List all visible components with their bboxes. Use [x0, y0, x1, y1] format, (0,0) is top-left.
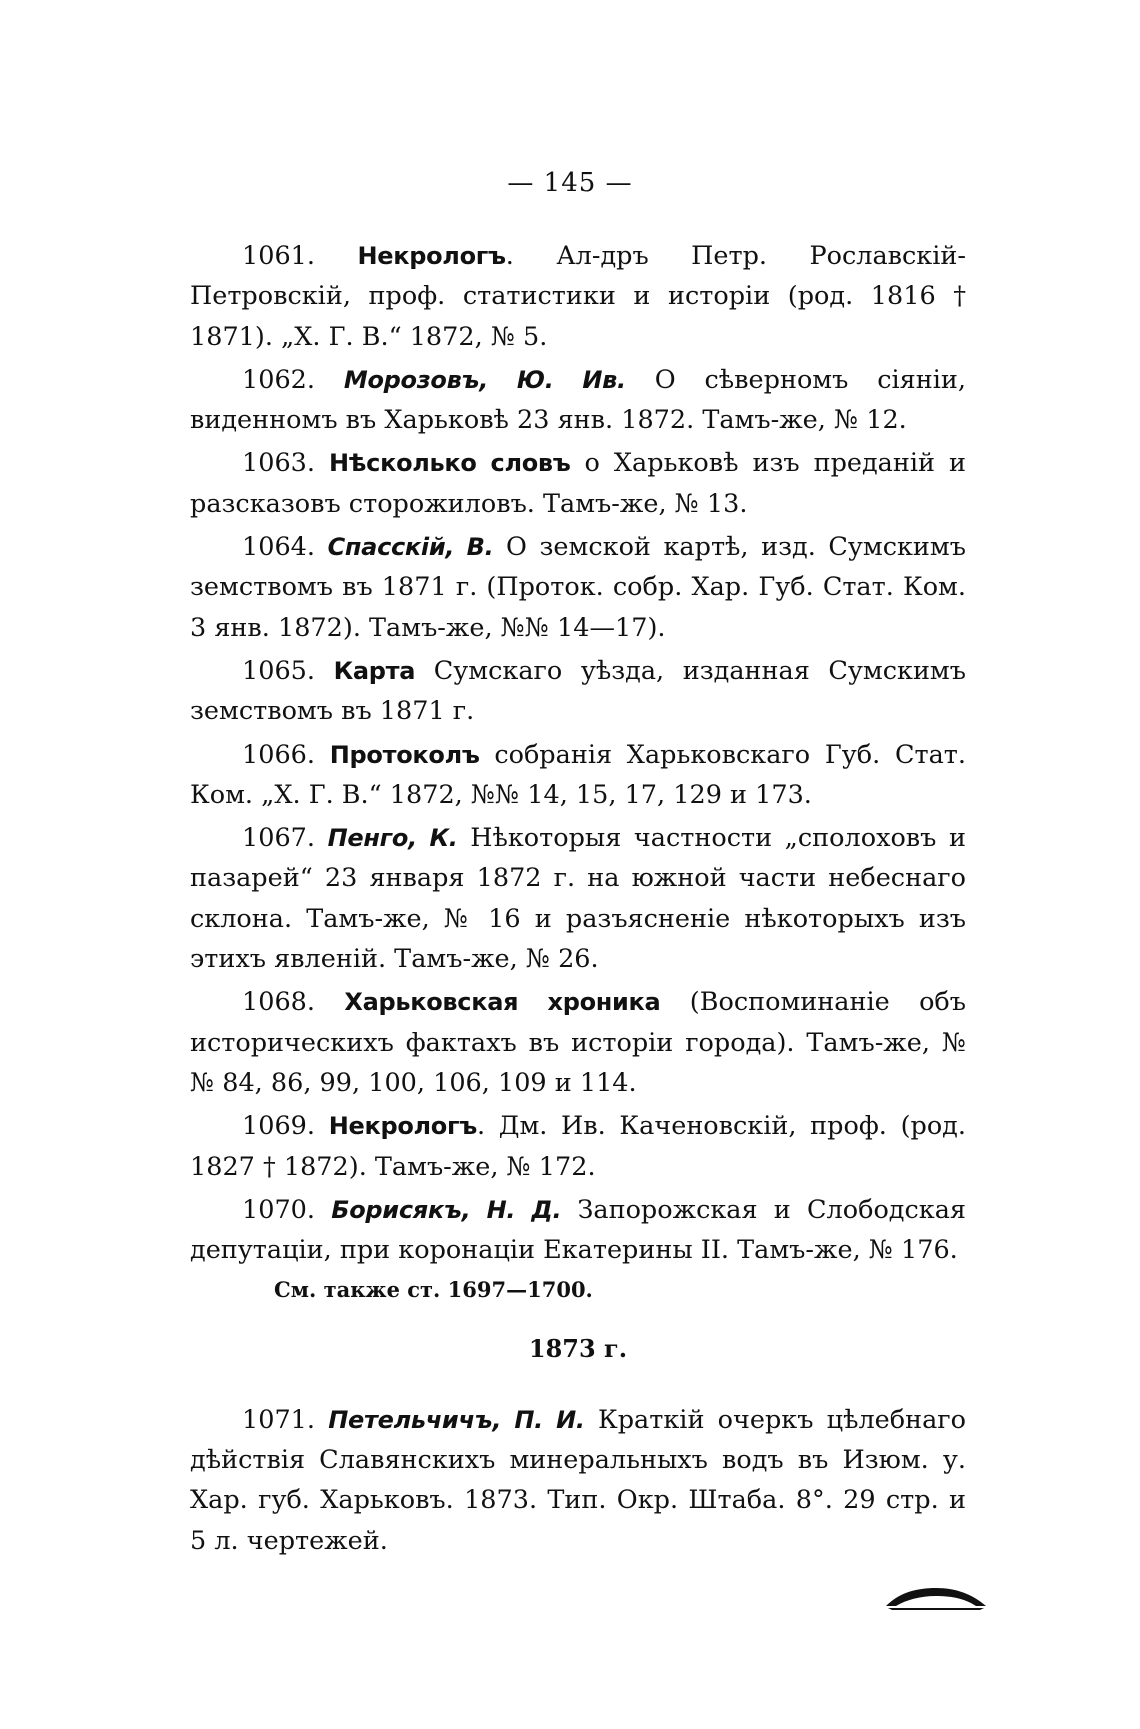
entry-text: О сѣверномъ сіяніи, виденномъ въ Харьковѣ 23 янв. 1872. Тамъ-же, № 12.	[190, 364, 967, 436]
entry-author: Морозовъ, Ю. Ив.	[343, 365, 626, 394]
bibliography-body	[190, 236, 966, 1564]
entry-1069	[190, 1106, 966, 1187]
entry-1070	[190, 1190, 966, 1271]
entry-1068	[190, 982, 966, 1103]
entry-number: 1061.	[242, 241, 316, 271]
entry-author: Петельчичъ, П. И.	[328, 1405, 585, 1434]
entry-1065	[190, 651, 966, 732]
entry-1066	[190, 735, 966, 816]
entry-number: 1069.	[242, 1111, 316, 1142]
entry-number: 1065.	[242, 655, 316, 686]
page-number: — 145 —	[507, 168, 633, 198]
entry-1067	[190, 818, 966, 979]
entry-text: о Харьковѣ изъ преданій и разсказовъ сторожиловъ. Тамъ-же, № 13.	[190, 448, 967, 519]
entry-1061	[190, 236, 966, 357]
entry-text: О земской картѣ, изд. Сумскимъ земствомъ въ 1871 г. (Проток. собр. Хар. Губ. Стат. Ком. 3 янв. 1872). Тамъ-же, №№ 14—17).	[190, 532, 966, 643]
entry-author: Борисякъ, Н. Д.	[331, 1195, 562, 1224]
entry-number: 1068.	[242, 987, 316, 1018]
entry-author: Спасскій, В.	[327, 533, 494, 562]
entry-text: Краткій очеркъ цѣлебнаго дѣйствія Славянскихъ минеральныхъ водъ въ Изюм. у. Хар. губ. Харьковъ. 1873. Тип. Окр. Штаба. 8°. 29 стр. и 5 л. чертежей.	[190, 1404, 967, 1556]
entry-1063	[190, 443, 966, 524]
entry-heading: Некрологъ	[328, 1112, 477, 1141]
entry-text: Запорожская и Слободская депутаціи, при коронаціи Екатерины II. Тамъ-же, № 176.	[190, 1194, 967, 1266]
entry-text: (Воспоминаніе объ историческихъ фактахъ въ исторіи города). Тамъ-же, №№ 84, 86, 99, 100, 106, 109 и 114.	[190, 987, 967, 1098]
entry-number: 1063.	[242, 448, 316, 479]
entry-1062	[190, 360, 966, 441]
entry-number: 1064.	[242, 532, 316, 563]
entry-heading: Протоколъ	[329, 740, 480, 769]
entry-number: 1067.	[242, 823, 316, 854]
entry-text: . Ал-дръ Петр. Рославскій-Петровскій, проф. статистики и исторіи (род. 1816 † 1871). „X. Г. В.“ 1872, № 5.	[190, 241, 967, 352]
entry-heading: Некрологъ	[357, 242, 506, 270]
year-heading: 1873 г.	[528, 1334, 628, 1364]
entry-heading: Карта	[333, 656, 416, 685]
entry-text: Сумскаго уѣзда, изданная Сумскимъ земствомъ въ 1871 г.	[190, 655, 966, 727]
see-also-note: См. также ст. 1697—1700.	[274, 1277, 593, 1303]
entry-1071	[190, 1400, 966, 1561]
entry-text: . Дм. Ив. Каченовскій, проф. (род. 1827 † 1872). Тамъ-же, № 172.	[190, 1111, 966, 1182]
entry-heading: Харьковская хроника	[344, 988, 661, 1017]
entry-number: 1062.	[242, 364, 316, 395]
entry-author: Пенго, К.	[327, 824, 458, 853]
entry-text: собранія Харьковскаго Губ. Стат. Ком. „X. Г. В.“ 1872, №№ 14, 15, 17, 129 и 173.	[190, 739, 966, 810]
entry-number: 1070.	[242, 1194, 316, 1225]
entry-text: Нѣкоторыя частности „сполоховъ и пазарей“ 23 января 1872 г. на южной части небеснаго склона. Тамъ-же, № 16 и разъясненіе нѣкоторыхъ изъ этихъ явленій. Тамъ-же, № 26.	[190, 823, 966, 975]
entry-number: 1066.	[242, 739, 316, 770]
tailpiece-ornament-icon	[884, 1584, 988, 1610]
entry-heading: Нѣсколько словъ	[329, 449, 571, 478]
entry-number: 1071.	[242, 1404, 316, 1435]
entry-1064	[190, 527, 966, 648]
